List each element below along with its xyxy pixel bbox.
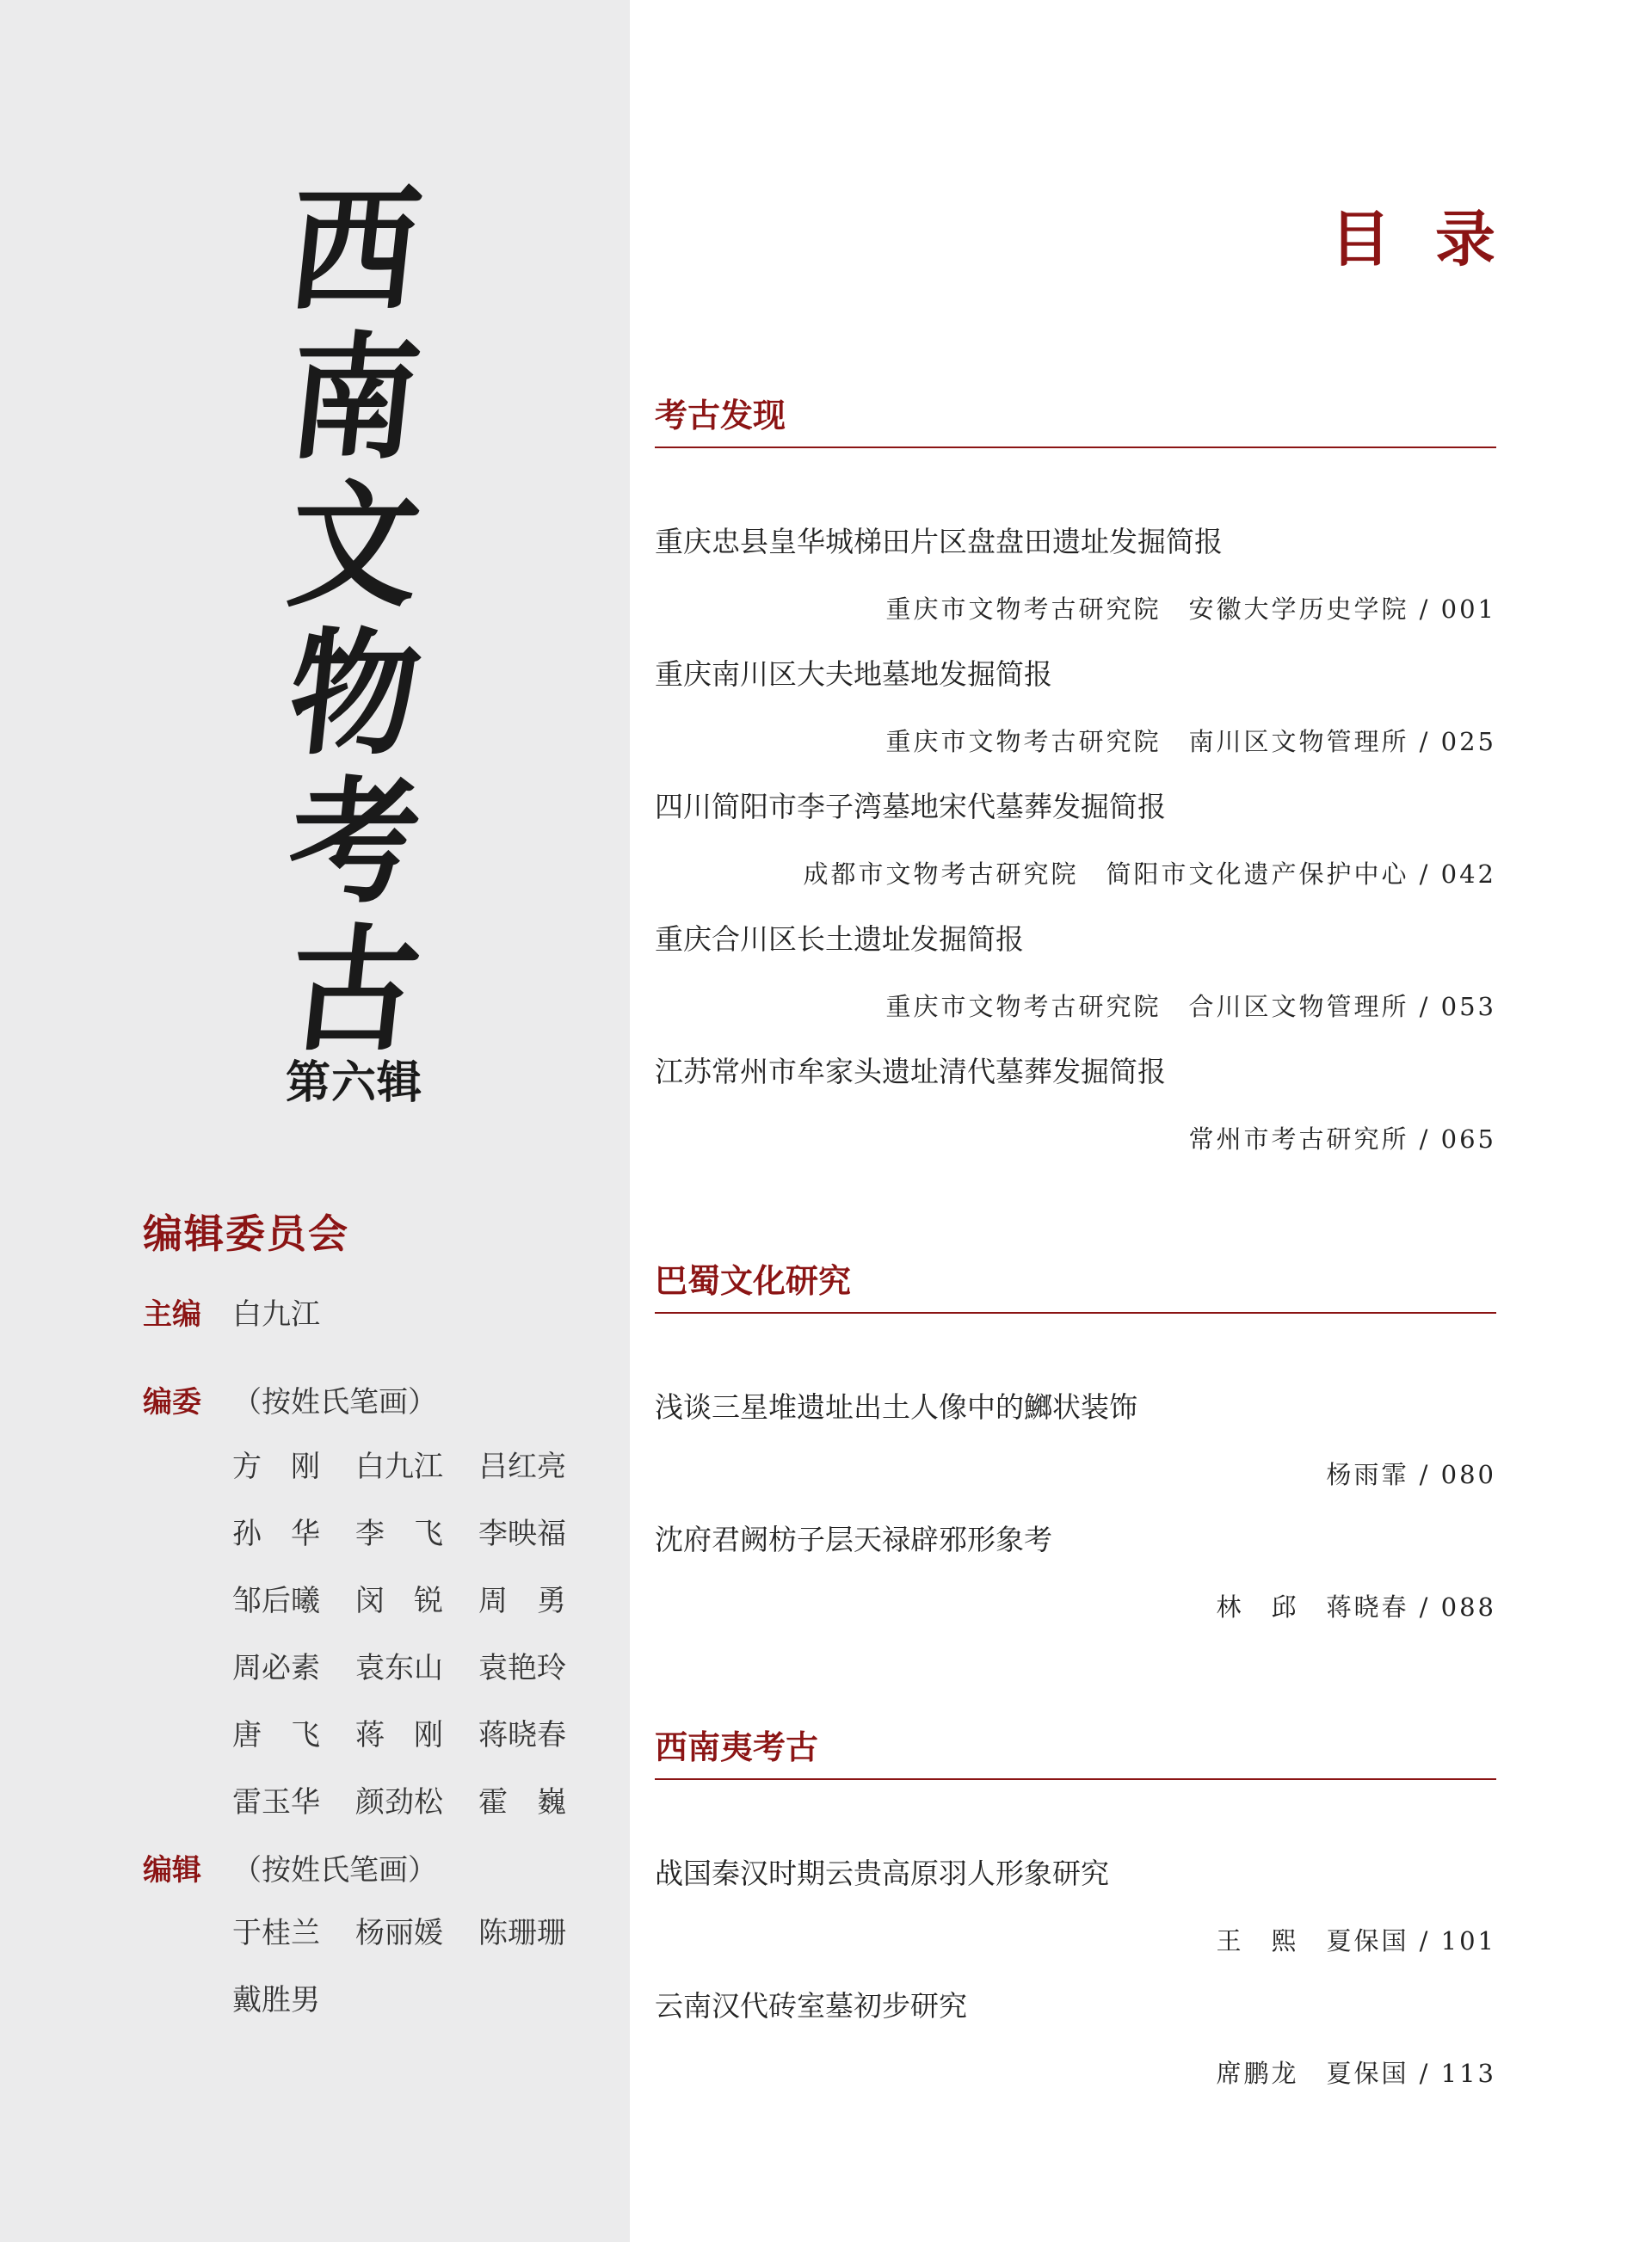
chief-editor-line [143, 1290, 320, 1333]
toc-section-archaeological-discoveries [655, 389, 1496, 1185]
journal-title-calligraphy [277, 170, 432, 1070]
member-name: 白九江 [355, 1449, 443, 1484]
editors-note: （按姓氏笔画） [232, 1853, 437, 1888]
entry-title[interactable]: 浅谈三星堆遗址出土人像中的鱜状装饰 [655, 1390, 1137, 1424]
entry-title[interactable]: 江苏常州市牟家头遗址清代墓葬发掘简报 [655, 1055, 1166, 1088]
member-row [232, 1497, 601, 1564]
entry-author: 重庆市文物考古研究院 安徽大学历史学院 / 001 [885, 594, 1496, 624]
member-name: 李映福 [478, 1516, 566, 1551]
member-name: 周 勇 [478, 1583, 566, 1618]
member-name: 霍 巍 [478, 1784, 566, 1820]
title-char: 考 [281, 762, 428, 922]
member-row [232, 1430, 601, 1497]
editor-members [232, 1896, 601, 2030]
board-line [143, 1378, 437, 1420]
entry-title[interactable]: 沈府君阙枋子层天禄辟邪形象考 [655, 1523, 1052, 1556]
toc-heading: 目录 [1330, 203, 1540, 274]
member-name: 李 飞 [355, 1516, 443, 1551]
editors-line [143, 1846, 437, 1888]
entry-author: 王 熙 夏保国 / 101 [1216, 1926, 1496, 1956]
board-members [232, 1430, 601, 1832]
entry-title[interactable]: 云南汉代砖室墓初步研究 [655, 1989, 967, 2023]
committee-title: 编辑委员会 [143, 1210, 349, 1257]
member-row [232, 1631, 601, 1698]
member-row [232, 1765, 601, 1832]
title-char: 南 [281, 318, 428, 478]
editors-label: 编辑 [143, 1853, 201, 1888]
section-title: 西南夷考古 [655, 1721, 1496, 1780]
member-name: 袁东山 [355, 1650, 443, 1685]
chief-editor-name: 白九江 [232, 1297, 320, 1332]
entry-author: 重庆市文物考古研究院 合川区文物管理所 / 053 [885, 992, 1496, 1021]
member-row [232, 1896, 601, 1963]
entry-title[interactable]: 重庆合川区长土遗址发掘简报 [655, 922, 1024, 956]
member-name: 戴胜男 [232, 1982, 320, 2017]
member-row [232, 1963, 601, 2030]
member-name: 邹后曦 [232, 1583, 320, 1618]
member-name: 吕红亮 [478, 1449, 566, 1484]
title-char: 文 [281, 466, 428, 626]
entry-title[interactable]: 重庆忠县皇华城梯田片区盘盘田遗址发掘简报 [655, 525, 1223, 558]
member-name: 袁艳玲 [478, 1650, 566, 1685]
entry-author: 成都市文物考古研究院 简阳市文化遗产保护中心 / 042 [803, 859, 1496, 889]
title-char: 西 [281, 170, 428, 330]
entry-title[interactable]: 四川简阳市李子湾墓地宋代墓葬发掘简报 [655, 790, 1166, 823]
board-label: 编委 [143, 1385, 201, 1420]
member-name: 蒋 刚 [355, 1717, 443, 1752]
section-title: 考古发现 [655, 389, 1496, 448]
entry-author: 常州市考古研究所 / 065 [1188, 1124, 1496, 1154]
entry-title[interactable]: 重庆南川区大夫地墓地发掘简报 [655, 657, 1052, 691]
toc-section-bashu-culture [655, 1254, 1496, 1653]
title-char: 古 [281, 910, 428, 1070]
member-name: 唐 飞 [232, 1717, 320, 1752]
entry-author: 杨雨霏 / 080 [1326, 1460, 1496, 1489]
issue-number: 第六辑 [286, 1057, 423, 1109]
entry-author: 席鹏龙 夏保国 / 113 [1216, 2059, 1496, 2088]
member-name: 周必素 [232, 1650, 320, 1685]
member-name: 陈珊珊 [478, 1915, 566, 1950]
member-name: 蒋晓春 [478, 1717, 566, 1752]
member-name: 杨丽媛 [355, 1915, 443, 1950]
member-name: 闵 锐 [355, 1583, 443, 1618]
entry-author: 林 邱 蒋晓春 / 088 [1216, 1592, 1496, 1622]
toc-section-southwest-yi [655, 1721, 1496, 2119]
entry-title[interactable]: 战国秦汉时期云贵高原羽人形象研究 [655, 1857, 1109, 1890]
title-char: 物 [281, 614, 428, 774]
board-note: （按姓氏笔画） [232, 1385, 437, 1420]
section-title: 巴蜀文化研究 [655, 1254, 1496, 1314]
entry-author: 重庆市文物考古研究院 南川区文物管理所 / 025 [885, 727, 1496, 756]
member-name: 于桂兰 [232, 1915, 320, 1950]
member-name: 雷玉华 [232, 1784, 320, 1820]
member-name: 颜劲松 [355, 1784, 443, 1820]
editorial-panel [0, 0, 630, 2242]
member-row [232, 1564, 601, 1631]
chief-editor-label: 主编 [143, 1297, 201, 1332]
member-row [232, 1698, 601, 1765]
member-name: 孙 华 [232, 1516, 320, 1551]
member-name: 方 刚 [232, 1449, 320, 1484]
